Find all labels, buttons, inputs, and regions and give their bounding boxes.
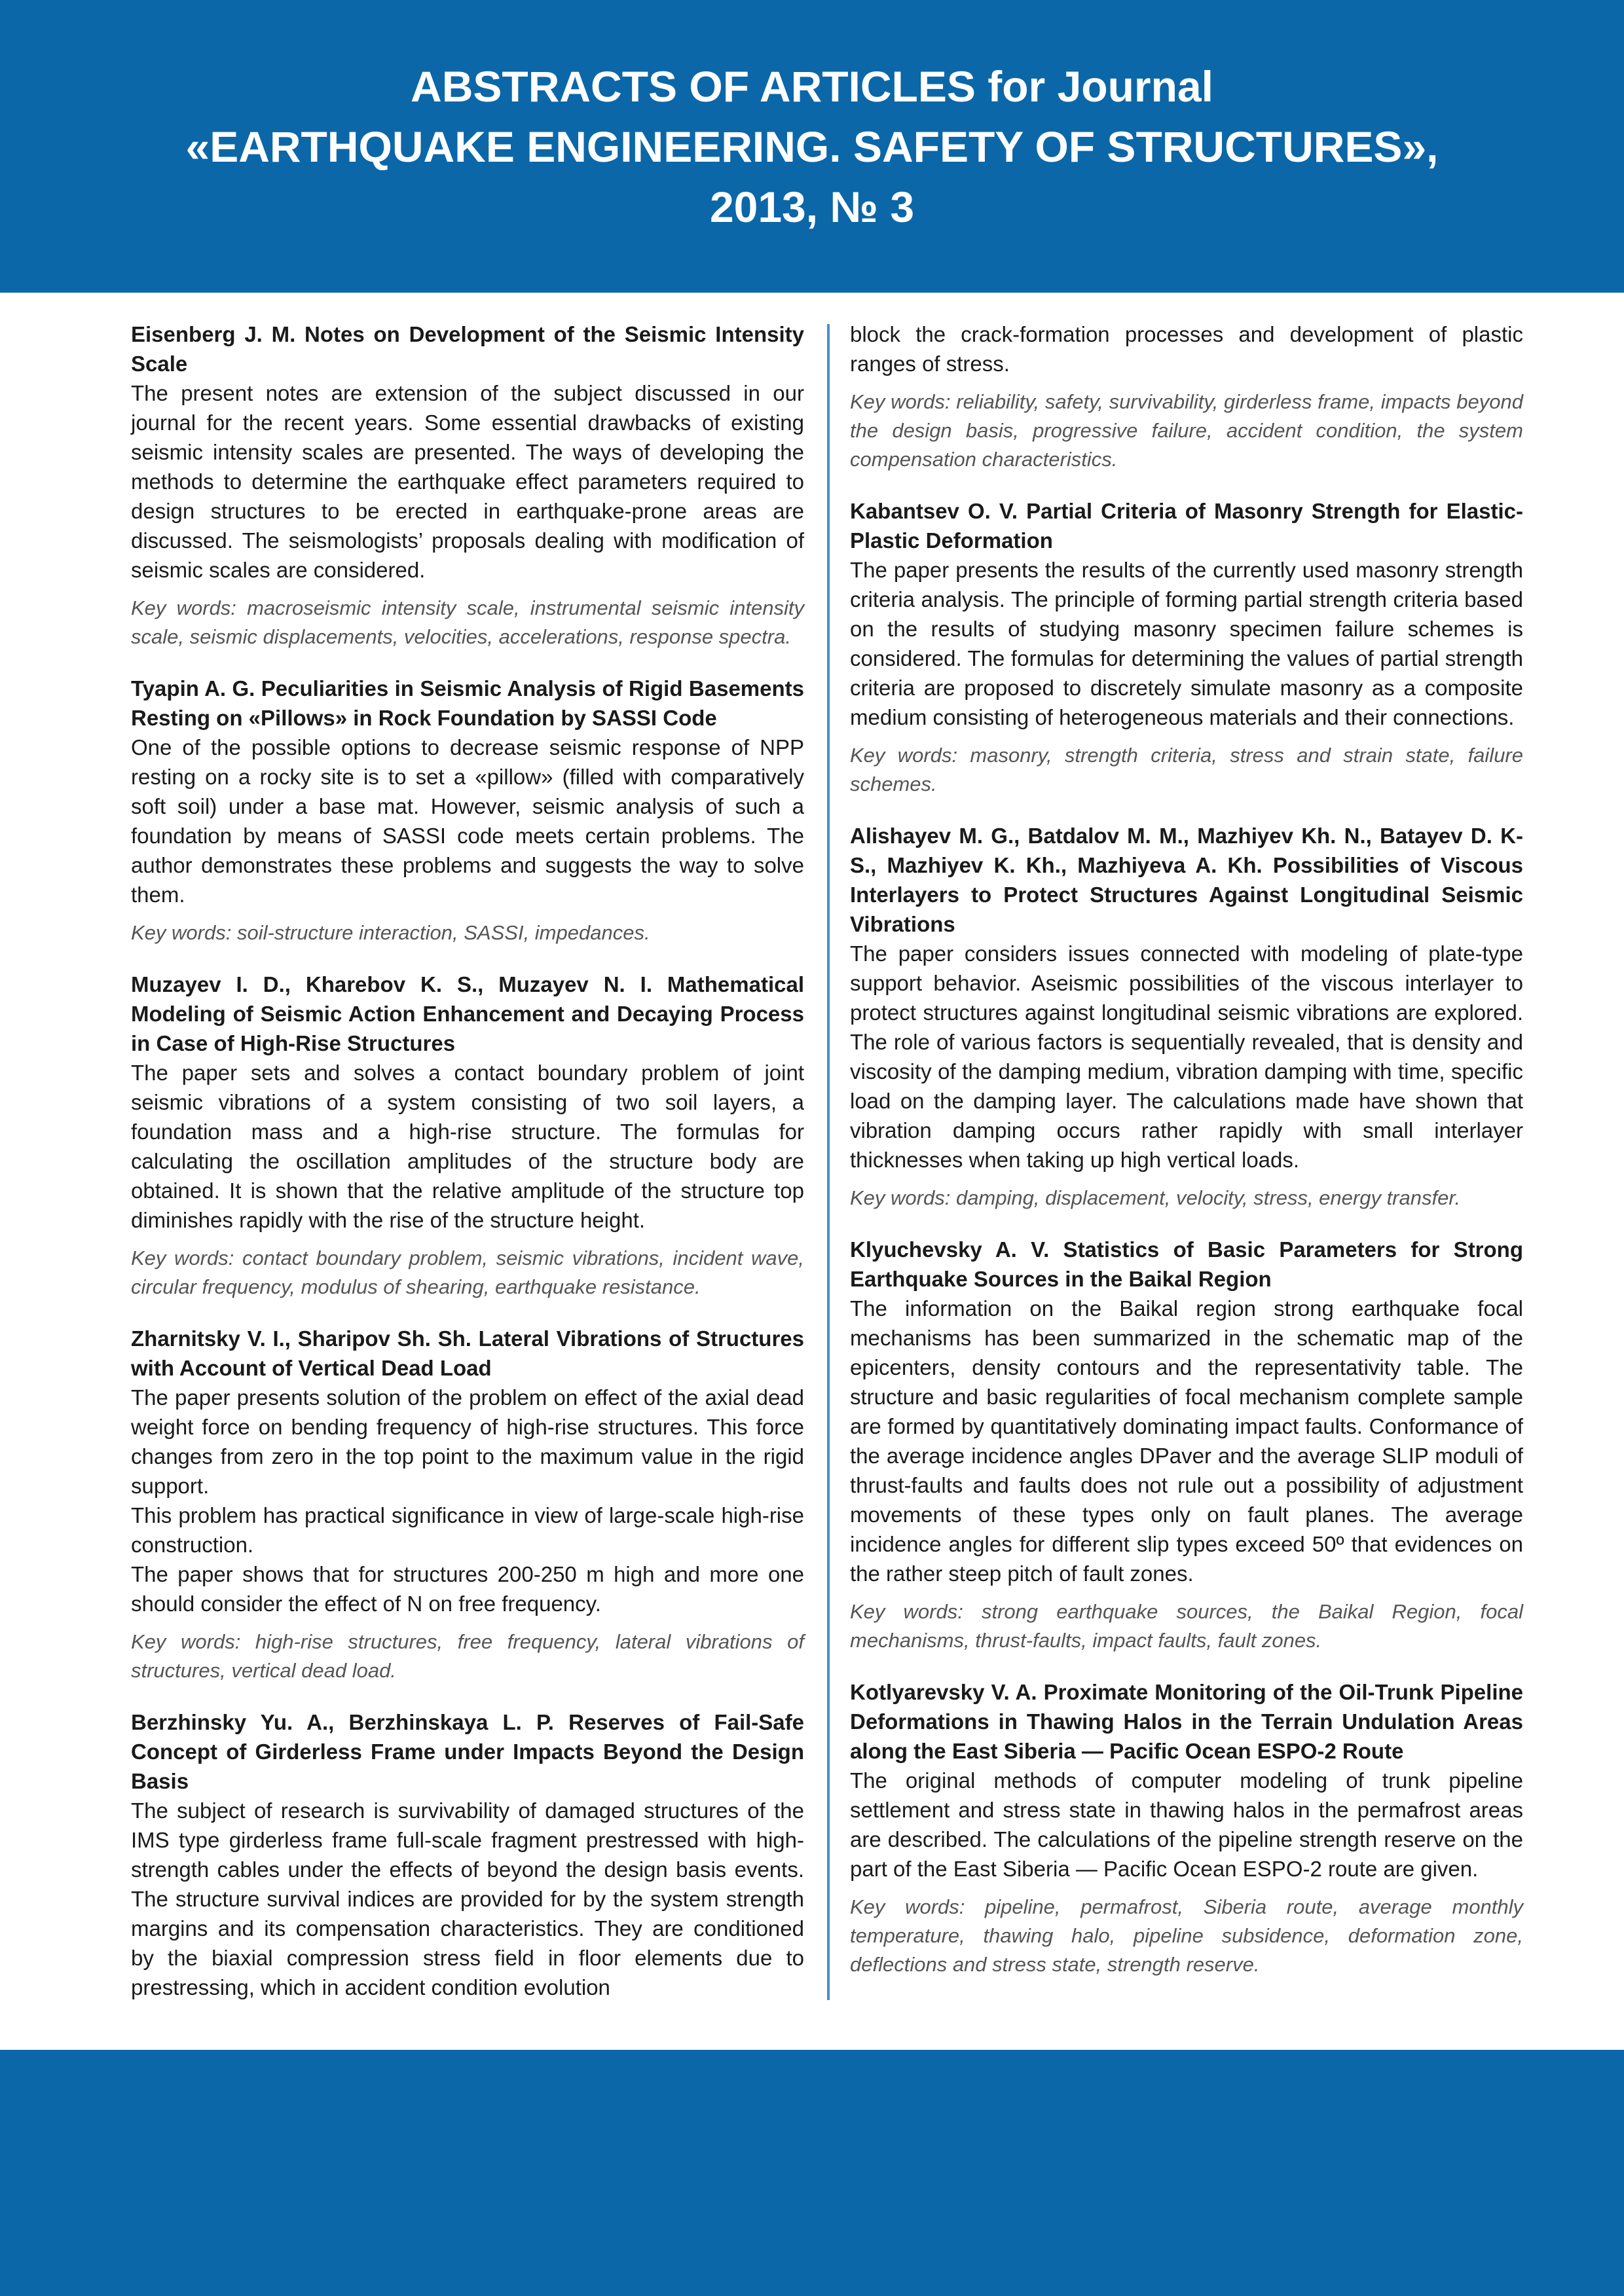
article-abstract: The information on the Baikal region strong earthquake focal mechanisms has been summarized in the schematic map of the epicenters, density contours and the representativity table. The structure and basic regularities of focal mechanism complete sample are formed by quantitatively dominating impact faults. Conformance of the average incidence angles DPaver and the average SLIP moduli of thrust-faults and faults does not rule out a possibility of adjustment movements of these types only on fault planes. The average incidence angles for different slip types exceed 50º that evidences on the rather steep pitch of fault zones. xyxy=(850,1296,1523,1586)
article-abstract: The paper presents the results of the currently used masonry strength criteria analysis. The principle of forming partial strength criteria based on the results of studying masonry specimen failure schemes is considered. The formulas for determining the values of partial strength criteria are proposed to discretely simulate masonry as a composite medium consisting of heterogeneous materials and their connections. xyxy=(850,558,1523,729)
article-title: Tyapin A. G. Peculiarities in Seismic Analysis of Rigid Basements Resting on «Pillows» in Rock Foundation by SASSI Code xyxy=(131,676,804,730)
article-title: Zharnitsky V. I., Sharipov Sh. Sh. Lateral Vibrations of Structures with Account of Vertical Dead Load xyxy=(131,1326,804,1380)
article-abstract: The paper sets and solves a contact boundary problem of joint seismic vibrations of a system consisting of two soil layers, a foundation mass and a high-rise structure. The formulas for calculating the oscillation amplitudes of the structure body are obtained. It is shown that the relative amplitude of the structure top diminishes rapidly with the rise of the structure height. xyxy=(131,1061,804,1232)
article-alishayev xyxy=(850,821,1523,1212)
right-column xyxy=(850,319,1523,2001)
article-keywords: Key words: pipeline, permafrost, Siberia route, average monthly temperature, thawing halo, pipeline subsidence, deformation zone, deflections and stress state, strength reserve. xyxy=(850,1895,1523,1976)
article-title: Klyuchevsky A. V. Statistics of Basic Parameters for Strong Earthquake Sources in the Baikal Region xyxy=(850,1237,1523,1291)
article-title: Berzhinsky Yu. A., Berzhinskaya L. P. Reserves of Fail-Safe Concept of Girderless Frame under Impacts Beyond the Design Basis xyxy=(131,1710,804,1793)
article-abstract-paragraph-1: The paper presents solution of the problem on effect of the axial dead weight force on bending frequency of high-rise structures. This force changes from zero in the top point to the maximum value in the rigid support. xyxy=(131,1385,804,1498)
article-berzhinsky xyxy=(131,1707,804,2002)
header-title-line-3: 2013, № 3 xyxy=(709,182,915,231)
article-abstract: The subject of research is survivability of damaged structures of the IMS type girderless frame full-scale fragment prestressed with high-strength cables under the effects of beyond the design basis events. The structure survival indices are provided for by the system strength margins and its compensation characteristics. They are conditioned by the biaxial compression stress field in floor elements due to prestressing, which in accident condition evolution xyxy=(131,1798,804,1999)
article-keywords: Key words: high-rise structures, free frequency, lateral vibrations of structures, vertical dead load. xyxy=(131,1630,804,1682)
page-header xyxy=(0,0,1624,293)
article-kabantsev xyxy=(850,496,1523,799)
article-abstract: The original methods of computer modeling of trunk pipeline settlement and stress state in thawing halos in the permafrost areas are described. The calculations of the pipeline strength reserve on the part of the East Siberia — Pacific Ocean ESPO-2 route are given. xyxy=(850,1768,1523,1881)
column-divider xyxy=(827,324,830,2000)
article-keywords: Key words: strong earthquake sources, the Baikal Region, focal mechanisms, thrust-faults, impact faults, fault zones. xyxy=(850,1600,1523,1652)
left-column xyxy=(131,319,804,2024)
header-title-line-1: ABSTRACTS OF ARTICLES for Journal xyxy=(411,62,1213,111)
article-berzhinsky-continued xyxy=(850,319,1523,474)
article-title: Kotlyarevsky V. A. Proximate Monitoring of the Oil-Trunk Pipeline Deformations in Thawing Halos in the Terrain Undulation Areas along the East Siberia — Pacific Ocean ESPO-2 Route xyxy=(850,1680,1523,1763)
article-abstract: The present notes are extension of the subject discussed in our journal for the recent years. Some essential drawbacks of existing seismic intensity scales are presented. The ways of developing the methods to determine the earthquake effect parameters required to design structures to be erected in earthquake-prone areas are discussed. The seismologists’ proposals dealing with modification of seismic scales are considered. xyxy=(131,381,804,582)
article-abstract-paragraph-3: The paper shows that for structures 200-250 m high and more one should consider the effect of N on free frequency. xyxy=(131,1562,804,1616)
article-muzayev xyxy=(131,970,804,1302)
article-eisenberg xyxy=(131,319,804,651)
article-keywords: Key words: reliability, safety, survivability, girderless frame, impacts beyond the design basis, progressive failure, accident condition, the system compensation characteristics. xyxy=(850,390,1523,471)
article-title: Kabantsev O. V. Partial Criteria of Masonry Strength for Elastic-Plastic Deformation xyxy=(850,499,1523,553)
article-title: Muzayev I. D., Kharebov K. S., Muzayev N. I. Mathematical Modeling of Seismic Action Enhancement and Decaying Process in Case of High-Rise Structures xyxy=(131,972,804,1055)
article-klyuchevsky xyxy=(850,1235,1523,1655)
article-title: Eisenberg J. M. Notes on Development of the Seismic Intensity Scale xyxy=(131,322,804,376)
article-abstract-paragraph-2: This problem has practical significance in view of large-scale high-rise construction. xyxy=(131,1503,804,1557)
page-footer-band xyxy=(0,2050,1624,2296)
article-keywords: Key words: soil-structure interaction, SASSI, impedances. xyxy=(131,921,650,944)
article-abstract: The paper considers issues connected with modeling of plate-type support behavior. Aseismic possibilities of the viscous interlayer to protect structures against longitudinal seismic vibrations are explored. The role of various factors is sequentially revealed, that is density and viscosity of the damping medium, vibration damping with time, specific load on the damping layer. The calculations made have shown that vibration damping occurs rather rapidly with small interlayer thicknesses when taking up high vertical loads. xyxy=(850,941,1523,1172)
article-title: Alishayev M. G., Batdalov M. M., Mazhiyev Kh. N., Batayev D. K-S., Mazhiyev K. Kh., Mazhiyeva A. Kh. Possibilities of Viscous Interlayers to Protect Structures Against Longitudinal Seismic Vibrations xyxy=(850,824,1523,936)
article-tyapin xyxy=(131,674,804,947)
article-keywords: Key words: masonry, strength criteria, stress and strain state, failure schemes. xyxy=(850,744,1523,795)
article-keywords: Key words: contact boundary problem, seismic vibrations, incident wave, circular frequency, modulus of shearing, earthquake resistance. xyxy=(131,1247,804,1298)
article-keywords: Key words: macroseismic intensity scale, instrumental seismic intensity scale, seismic displacements, velocities, accelerations, response spectra. xyxy=(131,596,804,648)
article-abstract-continuation: block the crack-formation processes and development of plastic ranges of stress. xyxy=(850,322,1523,376)
article-zharnitsky xyxy=(131,1324,804,1685)
article-keywords: Key words: damping, displacement, velocity, stress, energy transfer. xyxy=(850,1186,1461,1209)
article-kotlyarevsky xyxy=(850,1677,1523,1979)
header-title-line-2: «EARTHQUAKE ENGINEERING. SAFETY OF STRUCTURES», xyxy=(185,122,1439,171)
article-abstract: One of the possible options to decrease seismic response of NPP resting on a rocky site is to set a «pillow» (filled with comparatively soft soil) under a base mat. However, seismic analysis of such a foundation by means of SASSI code meets certain problems. The author demonstrates these problems and suggests the way to solve them. xyxy=(131,735,804,907)
